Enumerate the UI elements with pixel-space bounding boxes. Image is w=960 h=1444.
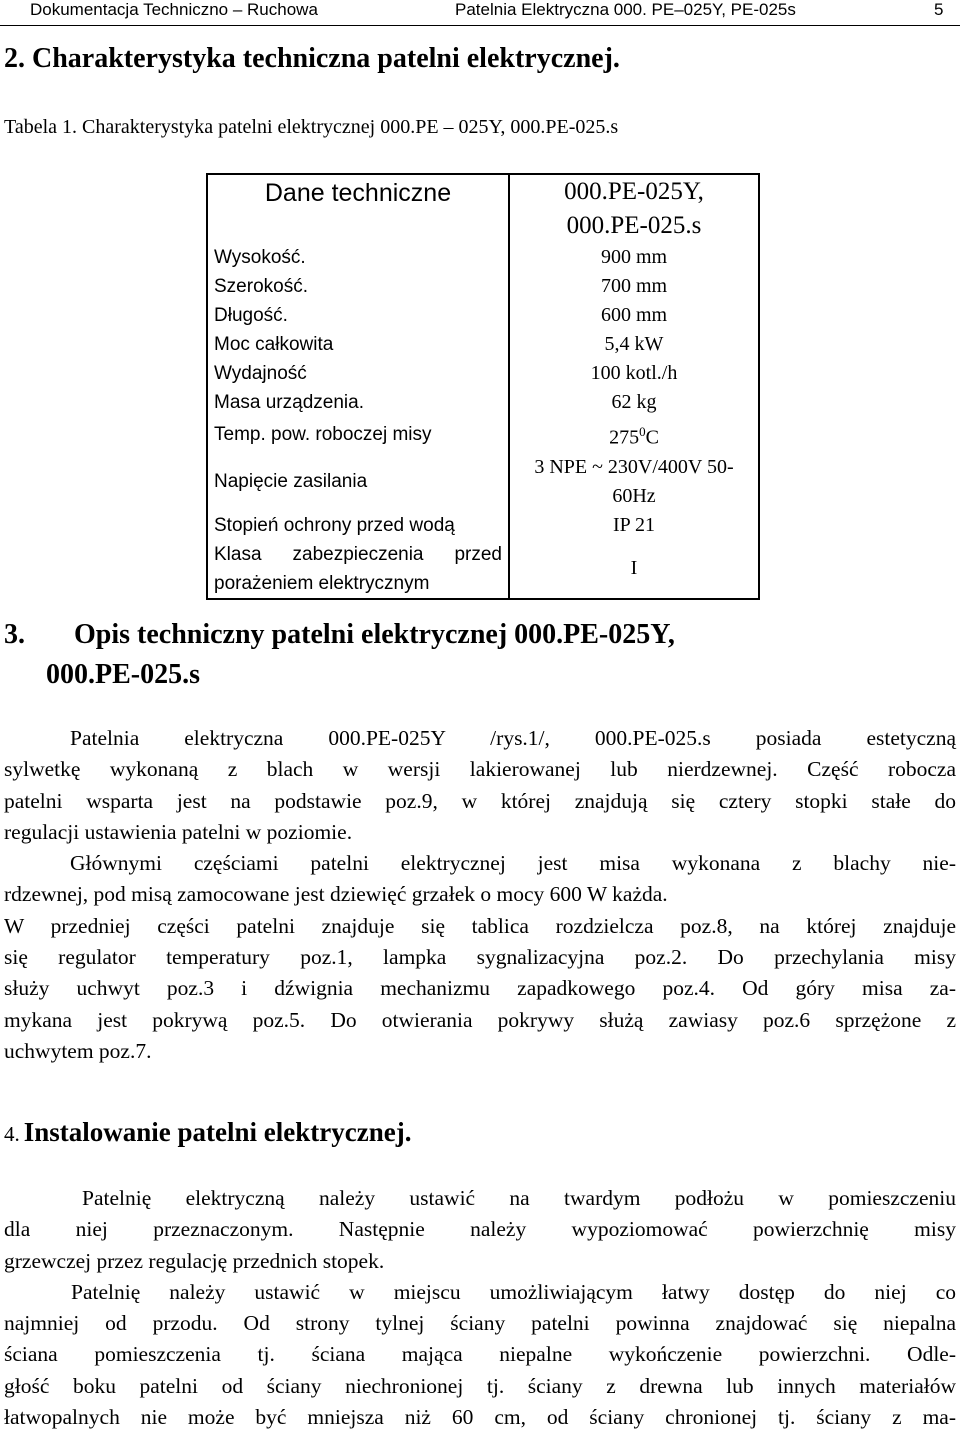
spec-label: Długość.	[207, 301, 509, 330]
header-product-title: Patelnia Elektryczna 000. PE–025Y, PE-025s	[455, 0, 796, 19]
spec-value: 600 mm	[600, 304, 668, 326]
spec-row-protection-class	[207, 540, 759, 599]
spec-value: 62 kg	[611, 391, 657, 413]
body-line: W przedniej części patelni znajduje się tablica rozdzielcza poz.8, na której znajduje	[4, 913, 956, 938]
body-line: głość boku patelni od ściany niechronionej tj. ściany z drewna lub innych materiałów	[4, 1373, 956, 1398]
section-3-heading: 3. Opis techniczny patelni elektrycznej 000.PE-025Y, 000.PE-025.s	[4, 619, 675, 690]
spec-row	[207, 272, 759, 301]
spec-row-temperature	[207, 417, 759, 453]
body-line: grzewczej przez regulację przednich stopek.	[4, 1248, 385, 1273]
body-line: uchwytem poz.7.	[4, 1038, 152, 1063]
spec-value: IP 21	[612, 513, 656, 536]
section-3-body	[4, 723, 956, 1067]
body-line: najmniej od przodu. Od strony tylnej ściany patelni powinna znajdować się niepalna	[4, 1311, 956, 1336]
body-line: regulacji ustawienia patelni w poziomie.	[4, 819, 353, 844]
body-line: Patelnia elektryczna 000.PE-025Y /rys.1/, 000.PE-025.s posiada estetyczną	[70, 726, 956, 750]
spec-label: Masa urządzenia.	[207, 388, 509, 417]
body-line: Głównymi częściami patelni elektrycznej jest misa wykonana z blachy nie-	[70, 851, 956, 876]
spec-header-label: Dane techniczne	[207, 174, 509, 243]
body-line: ściana pomieszczenia tj. ściana mająca niepalne wykończenie powierzchni. Odle-	[4, 1342, 956, 1367]
spec-value: 900 mm	[600, 246, 668, 268]
body-line: mykana jest pokrywą poz.5. Do otwierania pokrywy służą zawiasy poz.6 sprzężone z	[4, 1007, 956, 1032]
spec-value: 700 mm	[600, 275, 668, 297]
body-line: Patelnię elektryczną należy ustawić na twardym podłożu w pomieszczeniu	[82, 1186, 956, 1210]
spec-row	[207, 243, 759, 272]
page-header	[0, 0, 960, 26]
section-4-body	[4, 1183, 956, 1433]
body-line: Patelnię należy ustawić w miejscu umożliwiającym łatwy dostęp do niej co	[71, 1279, 956, 1304]
spec-value: 100 kotl./h	[590, 362, 678, 384]
spec-row	[207, 359, 759, 388]
section-2-heading: 2. Charakterystyka techniczna patelni elektrycznej.	[4, 43, 620, 74]
spec-label: Szerokość.	[207, 272, 509, 301]
section-4-heading: 4. Instalowanie patelni elektrycznej.	[4, 1117, 412, 1147]
spec-label: Wysokość.	[207, 243, 509, 272]
spec-row	[207, 330, 759, 359]
spec-row	[207, 388, 759, 417]
header-doc-title: Dokumentacja Techniczno – Ruchowa	[30, 0, 318, 19]
body-line: rdzewnej, pod misą zamocowane jest dziewięć grzałek o mocy 600 W każda.	[4, 882, 668, 907]
body-line: patelni wsparta jest na podstawie poz.9, w której znajdują się cztery stopki stałe do	[4, 788, 956, 813]
body-line: się regulator temperatury poz.1, lampka sygnalizacyjna poz.2. Do przechylania misy	[4, 945, 956, 970]
spec-row-ip	[207, 511, 759, 540]
body-line: łatwopalnych nie może być mniejsza niż 60 cm, od ściany chronionej tj. ściany z ma-	[4, 1405, 956, 1430]
spec-label: Stopień ochrony przed wodą	[207, 511, 509, 540]
spec-table-header-row	[207, 174, 759, 243]
body-line: sylwetkę wykonaną z blach w wersji lakierowanej lub nierdzewnej. Część robocza	[4, 757, 956, 782]
spec-value: 5,4 kW	[604, 333, 664, 355]
spec-label: Napięcie zasilania	[207, 453, 509, 511]
header-divider	[0, 25, 960, 26]
body-line: służy uchwyt poz.3 i dźwignia mechanizmu zapadkowego poz.4. Od góry misa za-	[4, 976, 956, 1001]
spec-row	[207, 301, 759, 330]
spec-value-voltage: 3 NPE ~ 230V/400V 50- 60Hz	[534, 455, 734, 507]
table-caption: Tabela 1. Charakterystyka patelni elektrycznej 000.PE – 025Y, 000.PE-025.s	[4, 116, 619, 138]
spec-label: Klasa zabezpieczenia przed porażeniem elektrycznym	[207, 540, 509, 599]
spec-header-model: 000.PE-025Y, 000.PE-025.s	[564, 178, 704, 239]
spec-label: Wydajność	[207, 359, 509, 388]
body-line: dla niej przeznaczonym. Następnie należy wypoziomować powierzchnię misy	[4, 1217, 956, 1242]
spec-label: Moc całkowita	[207, 330, 509, 359]
spec-value-temperature: $275^0C$	[609, 424, 659, 449]
spec-label: Temp. pow. roboczej misy	[207, 417, 509, 453]
spec-row-voltage	[207, 453, 759, 511]
header-page-number: 5	[934, 0, 944, 19]
spec-value: I	[630, 557, 638, 580]
spec-table	[206, 173, 760, 600]
